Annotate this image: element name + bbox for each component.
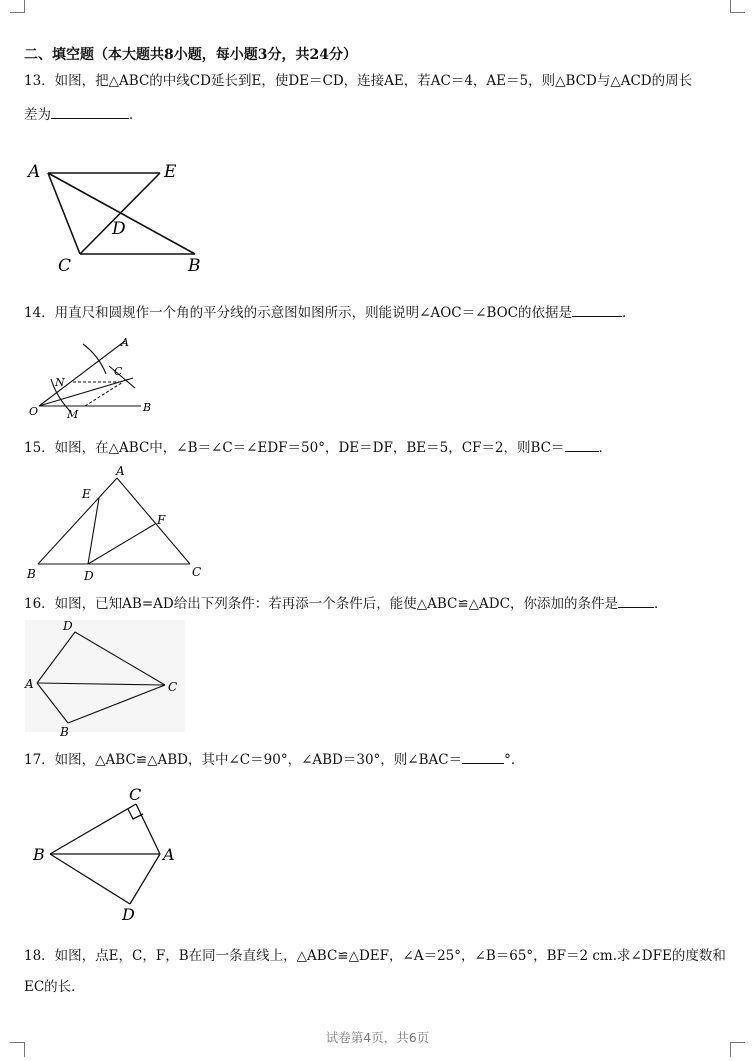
q14-label-b: B xyxy=(143,401,152,414)
q15-label-a: A xyxy=(116,464,125,478)
q15-label-f: F xyxy=(157,513,166,527)
q14-label-a: A xyxy=(121,336,129,349)
q13-label-c: C xyxy=(58,256,72,276)
question-16-suffix: ． xyxy=(653,596,668,612)
question-13-line2 xyxy=(24,104,736,124)
question-14-figure xyxy=(25,332,175,422)
q15-label-e: E xyxy=(82,487,91,501)
question-13-line1: 13．如图，把△ABC的中线CD延长到E，使DE＝CD，连接AE，若AC＝4，AE＝5，则△BCD与△ACD的周长 xyxy=(24,73,693,89)
q13-label-b: B xyxy=(188,256,201,276)
q16-label-c: C xyxy=(168,680,178,694)
question-17-suffix: °． xyxy=(504,752,525,768)
q17-label-a: A xyxy=(163,845,175,864)
q14-label-n: N xyxy=(55,376,65,389)
q15-label-d: D xyxy=(84,569,94,583)
question-15-prefix: 15．如图，在△ABC中，∠B＝∠C＝∠EDF＝50°，DE＝DF，BE＝5，CF＝2，则BC＝ xyxy=(24,440,565,456)
q13-label-d: D xyxy=(112,219,126,239)
question-13-figure xyxy=(20,150,220,280)
question-17-answer-blank[interactable] xyxy=(462,749,504,764)
q14-label-o: O xyxy=(29,405,39,418)
q14-label-m: M xyxy=(67,408,79,421)
q15-label-b: B xyxy=(27,567,36,581)
question-13-answer-blank[interactable] xyxy=(51,104,129,119)
crop-mark-top-left xyxy=(10,0,25,13)
q16-label-d: D xyxy=(63,619,73,633)
crop-mark-top-right xyxy=(730,0,745,13)
q14-label-c: C xyxy=(114,365,123,378)
question-17-figure xyxy=(25,780,190,925)
question-15-suffix: ． xyxy=(598,440,612,456)
question-13-prefix: 差为 xyxy=(24,107,51,123)
question-17-line xyxy=(24,749,736,769)
q17-label-c: C xyxy=(129,785,142,804)
question-16-line xyxy=(24,593,736,613)
question-15-figure xyxy=(22,460,217,585)
question-18-line1: 18．如图，点E，C，F，B在同一条直线上，△ABC≌△DEF，∠A＝25°，∠B＝65°，BF＝2 cm.求∠DFE的度数和 xyxy=(24,948,726,964)
question-13-suffix: ． xyxy=(129,107,143,123)
question-13-lines xyxy=(48,173,195,254)
question-16-answer-blank[interactable] xyxy=(618,593,654,608)
q17-label-b: B xyxy=(33,845,45,864)
question-14-prefix: 14．用直尺和圆规作一个角的平分线的示意图如图所示，则能说明∠AOC＝∠BOC的依据是 xyxy=(24,305,573,321)
q16-label-a: A xyxy=(25,677,34,691)
page-footer: 试卷第4页，共6页 xyxy=(325,1030,430,1045)
q16-label-b: B xyxy=(60,725,69,739)
q17-label-d: D xyxy=(122,905,135,924)
question-15-answer-blank[interactable] xyxy=(565,437,599,452)
question-15-line xyxy=(24,437,736,457)
section-title: 二、填空题（本大题共8小题，每小题3分，共24分） xyxy=(24,47,357,63)
question-16-figure xyxy=(20,615,195,740)
q15-label-c: C xyxy=(192,565,202,579)
question-17-prefix: 17．如图，△ABC≌△ABD，其中∠C＝90°，∠ABD＝30°，则∠BAC＝ xyxy=(24,752,463,768)
q13-label-e: E xyxy=(164,162,177,182)
q13-label-a: A xyxy=(28,162,41,182)
question-14-suffix: ． xyxy=(622,305,636,321)
question-18-line2: EC的长． xyxy=(24,979,85,995)
question-14-line xyxy=(24,302,736,322)
q16-figure-background xyxy=(25,620,185,732)
question-14-answer-blank[interactable] xyxy=(572,302,622,317)
question-16-prefix: 16．如图，已知AB=AD给出下列条件：若再添一个条件后，能使△ABC≌△ADC，你添加的条件是 xyxy=(24,596,618,612)
